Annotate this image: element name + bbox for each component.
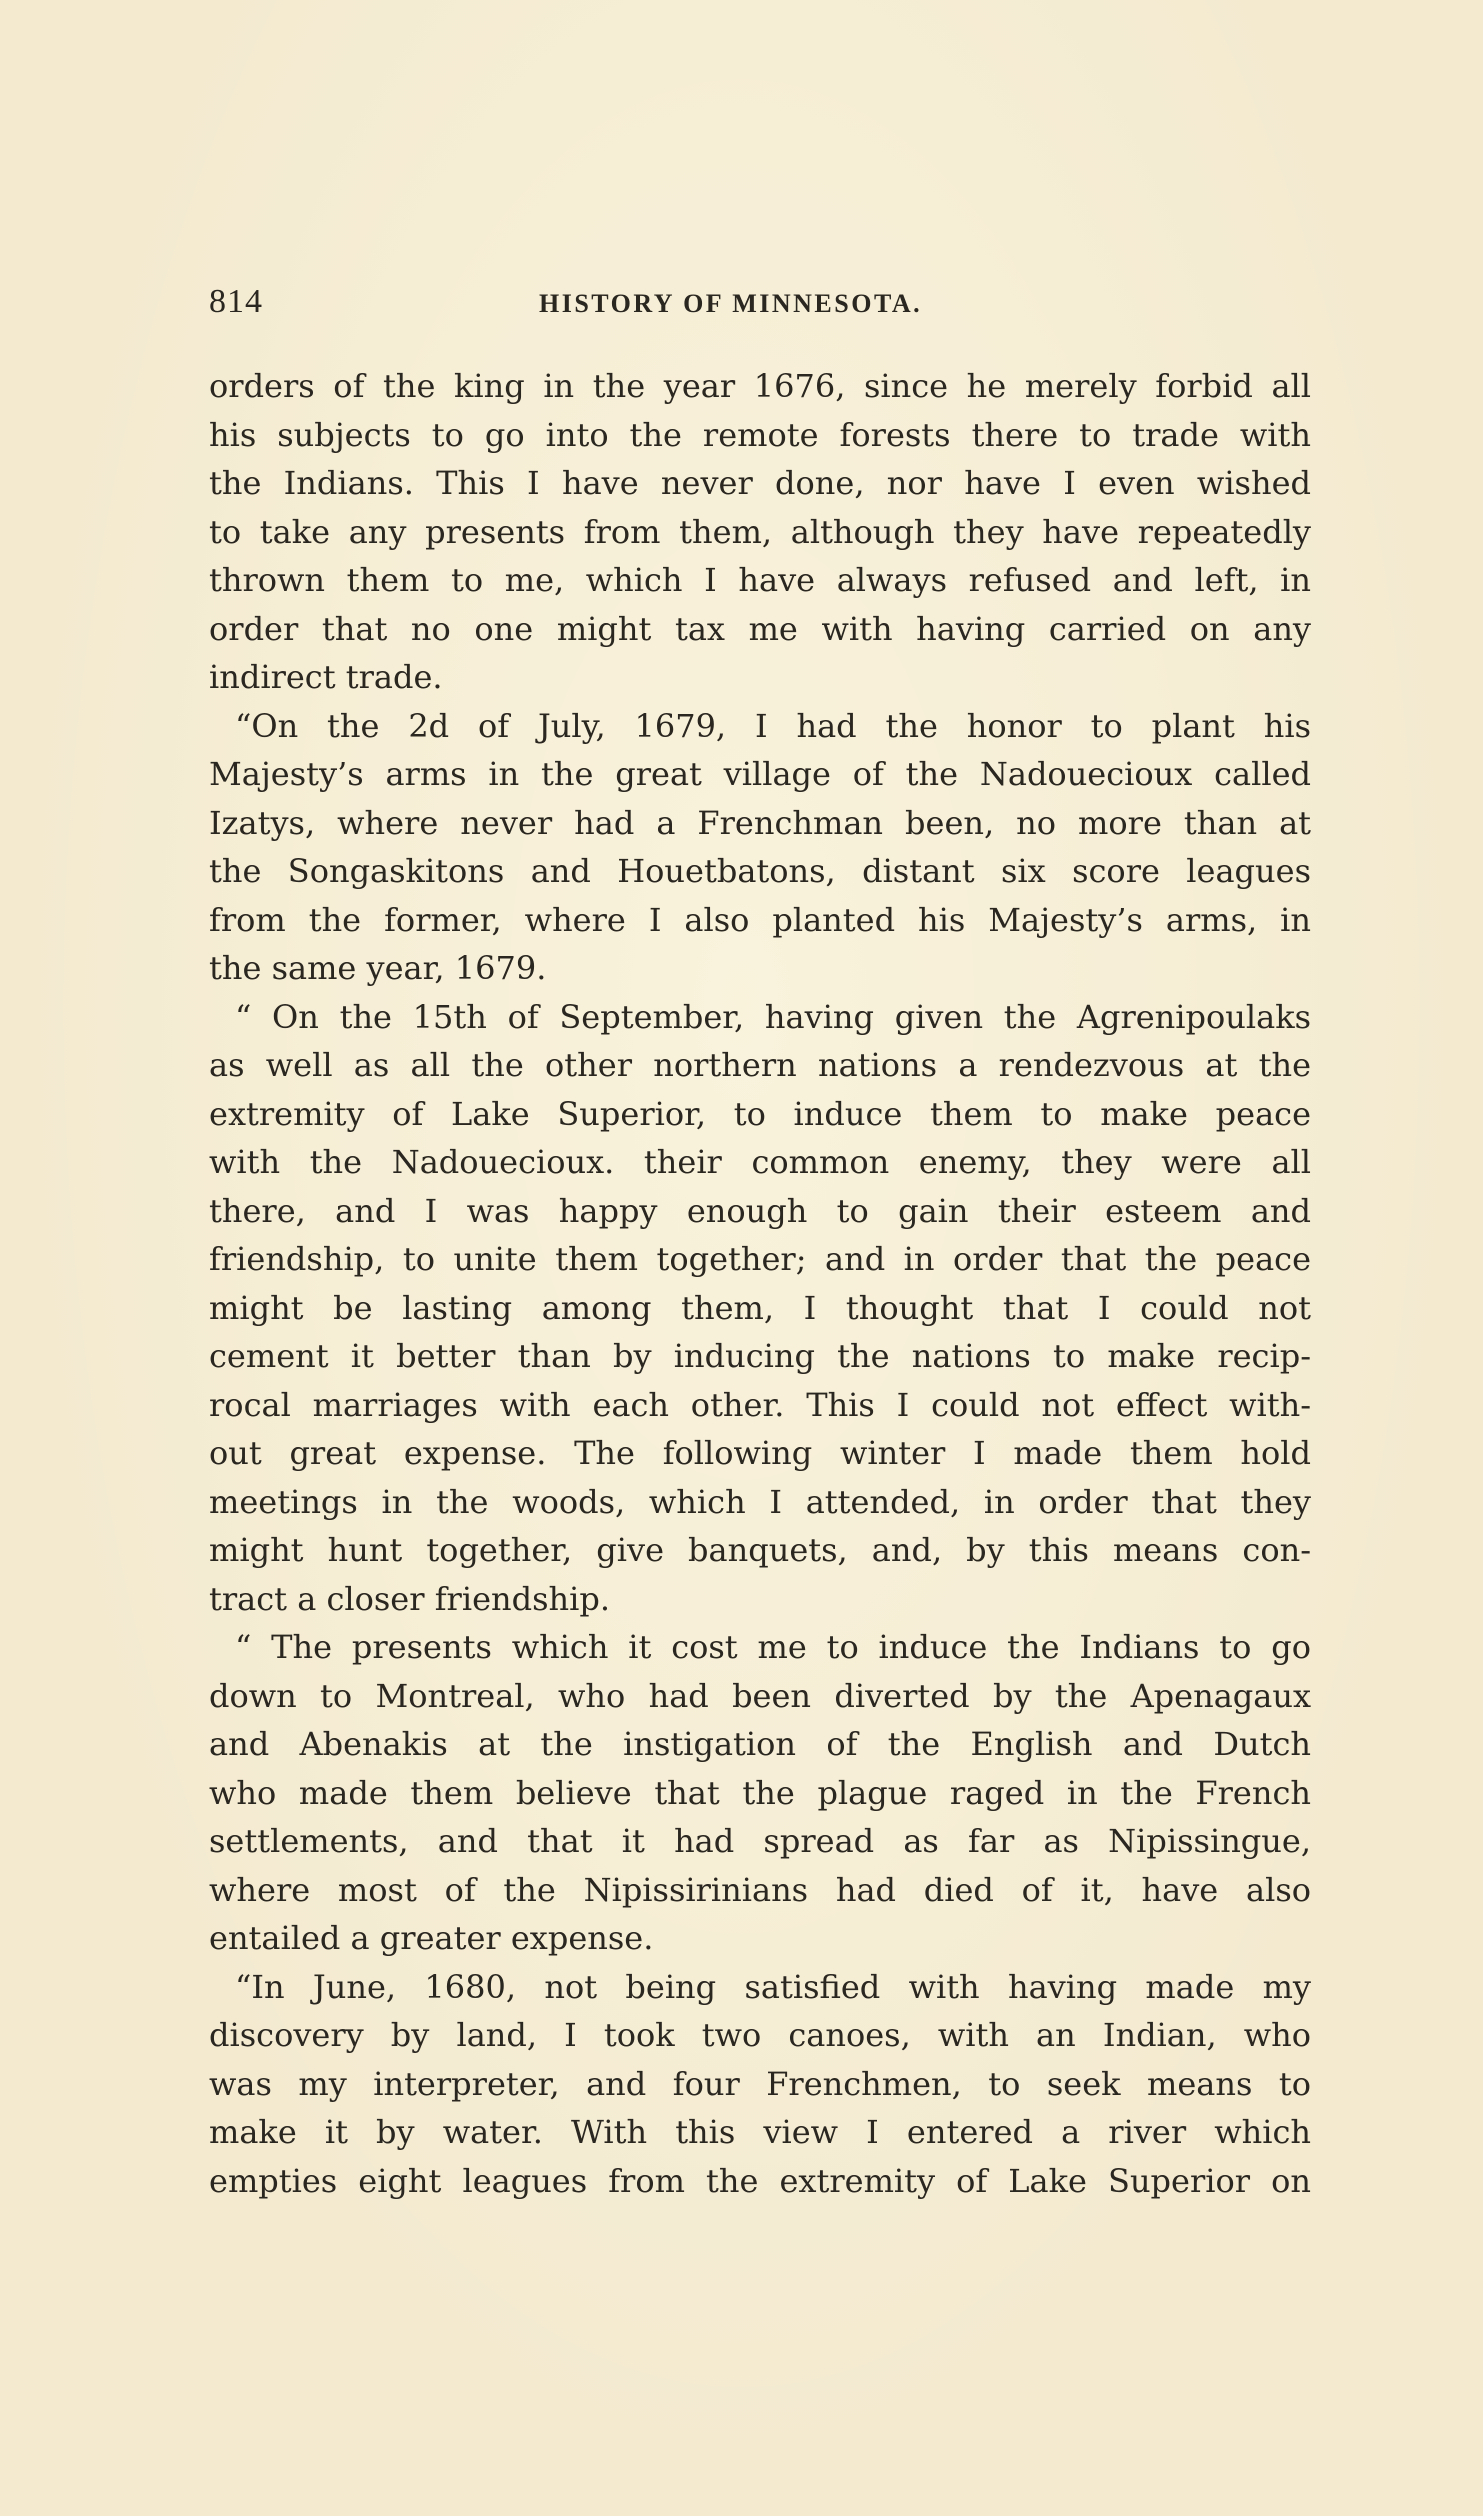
text-line: rocal marriages with each other. This I could not effect with- (209, 1385, 1311, 1424)
text-line: his subjects to go into the remote forests there to trade with (209, 415, 1311, 454)
text-line: discovery by land, I took two canoes, with an Indian, who (209, 2016, 1311, 2054)
text-line: “In June, 1680, not being satisfied with having made my (235, 1967, 1311, 2006)
text-line: “ The presents which it cost me to induce the Indians to go (235, 1628, 1311, 1666)
text-line: cement it better than by inducing the nations to make recip- (209, 1337, 1311, 1375)
text-line: might hunt together, give banquets, and, by this means con- (209, 1531, 1311, 1569)
text-line: entailed a greater expense. (209, 1919, 654, 1957)
text-line: as well as all the other northern nations a rendezvous at the (209, 1046, 1311, 1084)
text-line: might be lasting among them, I thought that I could not (209, 1288, 1311, 1327)
text-line: from the former, where I also planted his Majesty’s arms, in (209, 900, 1311, 939)
text-line: and Abenakis at the instigation of the English and Dutch (209, 1725, 1311, 1763)
text-line: where most of the Nipissirinians had died of it, have also (209, 1870, 1311, 1909)
text-line: indirect trade. (209, 658, 443, 696)
text-line: there, and I was happy enough to gain their esteem and (209, 1191, 1311, 1230)
text-line: to take any presents from them, although they have repeatedly (209, 512, 1311, 551)
text-line: extremity of Lake Superior, to induce them to make peace (209, 1094, 1311, 1133)
running-head (209, 283, 1311, 327)
page-number: 814 (209, 283, 263, 320)
text-line: Izatys, where never had a Frenchman been, no more than at (209, 803, 1311, 842)
text-line: order that no one might tax me with having carried on any (209, 609, 1311, 648)
text-line: settlements, and that it had spread as far as Nipissingue, (209, 1822, 1311, 1860)
text-line: empties eight leagues from the extremity of Lake Superior on (209, 2161, 1311, 2200)
text-line: thrown them to me, which I have always refused and left, in (209, 561, 1311, 599)
text-line: the Songaskitons and Houetbatons, distant six score leagues (209, 852, 1311, 890)
text-line: make it by water. With this view I entered a river which (209, 2113, 1311, 2151)
text-line: the same year, 1679. (209, 949, 547, 987)
text-line: Majesty’s arms in the great village of the Nadouecioux called (209, 755, 1311, 793)
text-line: “ On the 15th of September, having given the Agrenipoulaks (235, 997, 1311, 1036)
text-line: friendship, to unite them together; and in order that the peace (209, 1240, 1311, 1278)
text-line: down to Montreal, who had been diverted by the Apenagaux (209, 1676, 1311, 1715)
text-line: was my interpreter, and four Frenchmen, to seek means to (209, 2064, 1311, 2103)
text-line: “On the 2d of July, 1679, I had the honor to plant his (235, 706, 1311, 745)
text-line: the Indians. This I have never done, nor have I even wished (209, 464, 1311, 502)
text-line: who made them believe that the plague raged in the French (209, 1773, 1311, 1812)
text-line: orders of the king in the year 1676, since he merely forbid all (209, 367, 1311, 405)
body-text (209, 362, 1311, 2205)
text-line: tract a closer friendship. (209, 1579, 611, 1618)
text-line: out great expense. The following winter I made them hold (209, 1434, 1311, 1472)
text-line: with the Nadouecioux. their common enemy, they were all (209, 1143, 1311, 1181)
running-title: HISTORY OF MINNESOTA. (539, 289, 923, 318)
text-line: meetings in the woods, which I attended, in order that they (209, 1482, 1311, 1521)
